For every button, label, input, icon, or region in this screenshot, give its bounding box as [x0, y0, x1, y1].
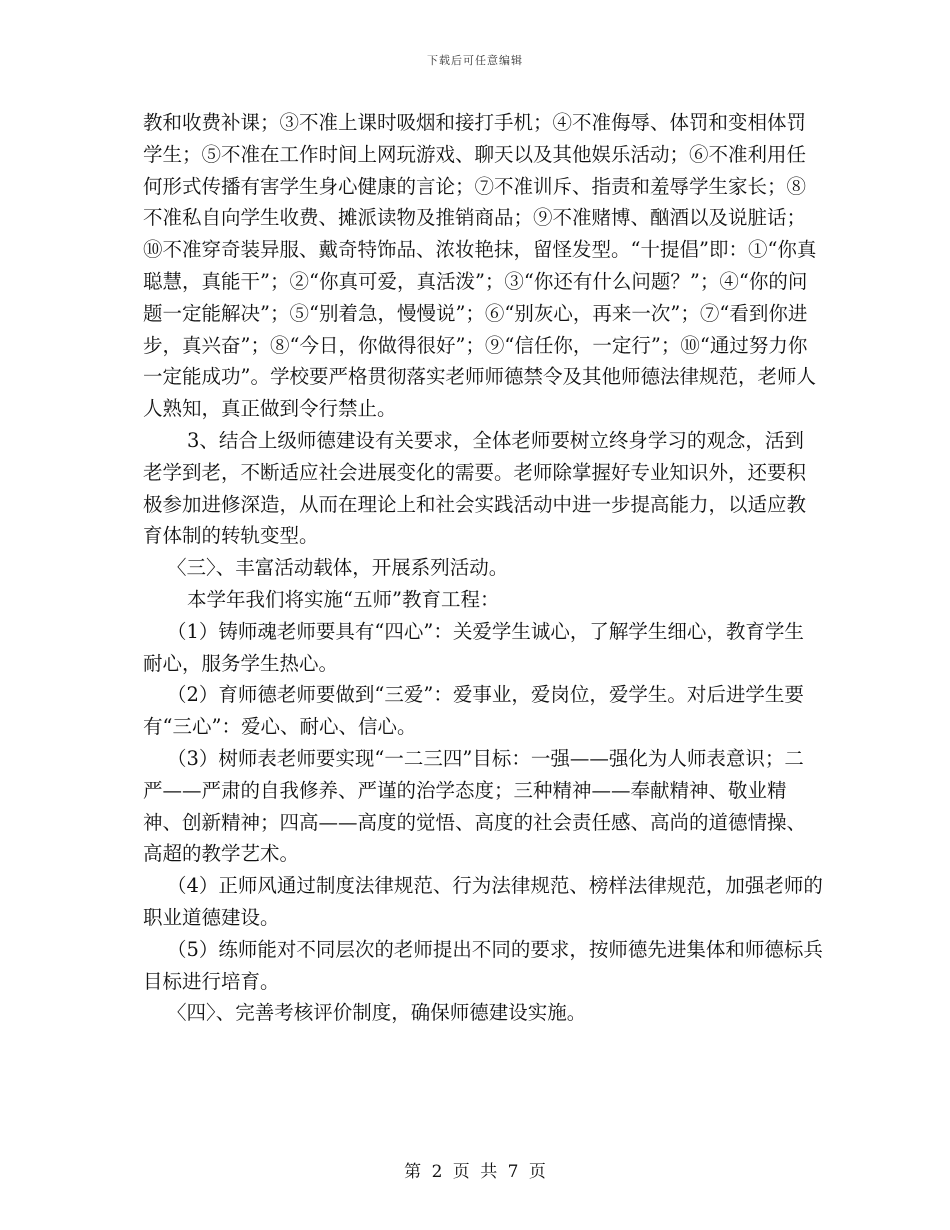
page-header: 下载后可任意编辑 — [427, 54, 523, 67]
list-item-soul: （1）铸师魂老师要具有“四心”：关爱学生诚心，了解学生细心，教育学生耐心，服务学生热心。 — [143, 619, 804, 675]
document-body — [143, 107, 823, 1029]
page-number-footer: 第 2 页 共 7 页 — [404, 1162, 546, 1182]
section-heading-evaluation: 〈四〉、完善考核评价制度，确保师德建设实施。 — [167, 1001, 587, 1025]
section-heading-activities: 〈三〉、丰富活动载体，开展系列活动。 — [167, 556, 509, 580]
paragraph-five-teacher-project: 本学年我们将实施“五师”教育工程： — [187, 587, 500, 611]
list-item-skills: （5）练师能对不同层次的老师提出不同的要求，按师德先进集体和师德标兵目标进行培育。 — [143, 937, 823, 993]
paragraph-lifelong-learning: 3、结合上级师德建设有关要求，全体老师要树立终身学习的观念，活到老学到老，不断适应社会进展变化的需要。老师除掌握好专业知识外，还要积极参加进修深造，从而在理论上和社会实践活动中进一步提高能力，以适应教育体制的转轨变型。 — [143, 428, 807, 548]
list-item-model: （3）树师表老师要实现“一二三四”目标：一强——强化为人师表意识；二严——严肃的自我修养、严谨的治学态度；三种精神——奉献精神、敬业精神、创新精神；四高——高度的觉悟、高度的社会责任感、高尚的道德情操、高超的教学艺术。 — [143, 746, 807, 866]
list-item-style: （4）正师风通过制度法律规范、行为法律规范、榜样法律规范，加强老师的职业道德建设。 — [143, 874, 823, 929]
list-item-ethics: （2）育师德老师要做到“三爱”：爱事业，爱岗位，爱学生。对后进学生要有“三心”：爱心、耐心、信心。 — [143, 683, 804, 739]
paragraph-prohibitions: 教和收费补课；③不准上课时吸烟和接打手机；④不准侮辱、体罚和变相体罚学生；⑤不准在工作时间上网玩游戏、聊天以及其他娱乐活动；⑥不准利用任何形式传播有害学生身心健康的言论；⑦不准训斥、指责和羞辱学生家长；⑧不准私自向学生收费、摊派读物及推销商品；⑨不准赌博、酗酒以及说脏话；⑩不准穿奇装异服、戴奇特饰品、浓妆艳抹，留怪发型。“十提倡”即：①“你真聪慧，真能干”；②“你真可爱，真活泼”；③“你还有什么问题？”；④“你的问题一定能解决”；⑤“别着急，慢慢说”；⑥“别灰心，再来一次”；⑦“看到你进步，真兴奋”；⑧“今日，你做得很好”；⑨“信任你，一定行”；⑩“通过努力你一定能成功”。学校要严格贯彻落实老师师德禁令及其他师德法律规范，老师人人熟知，真正做到令行禁止。 — [143, 111, 817, 421]
